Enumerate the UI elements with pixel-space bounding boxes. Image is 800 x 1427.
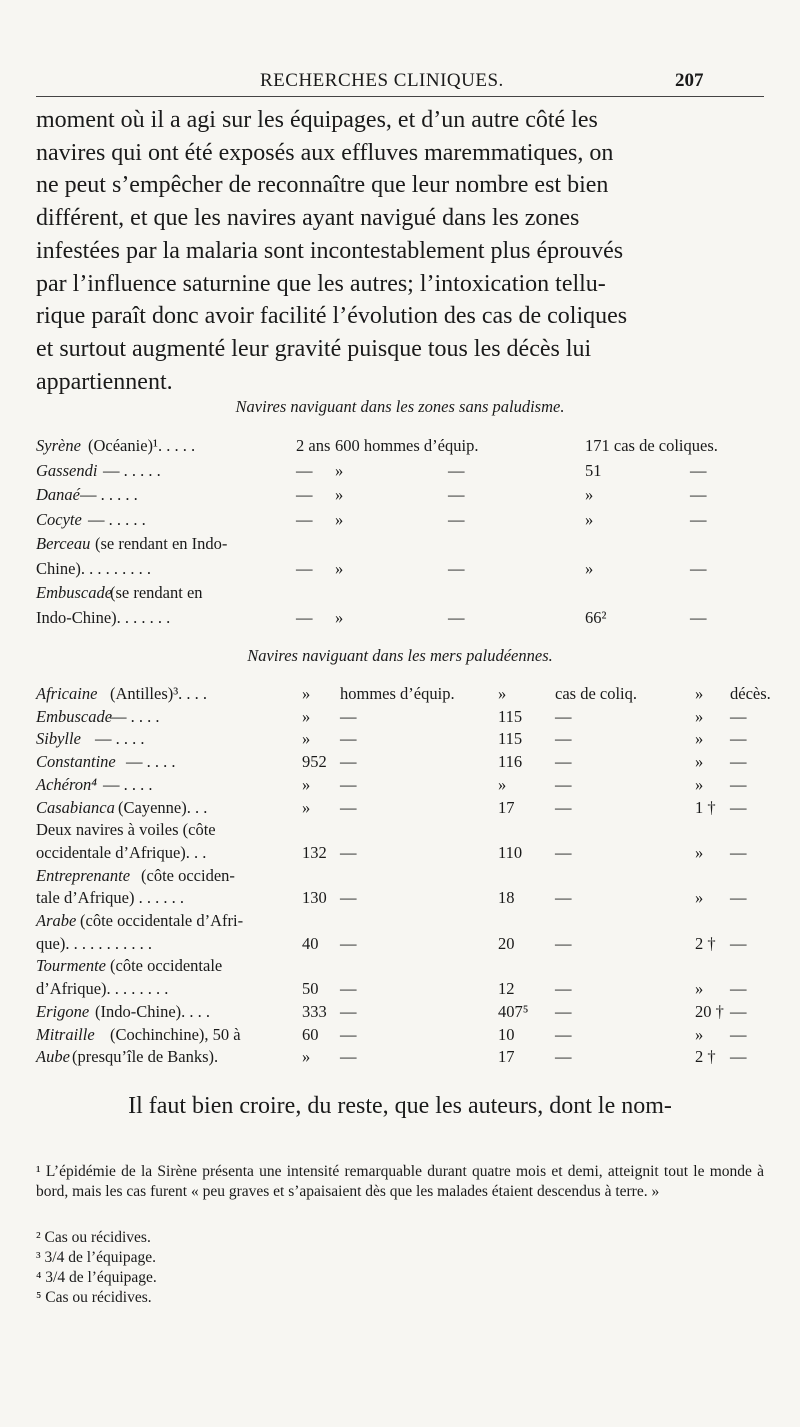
ship-detail: — . . . . .	[103, 460, 161, 480]
table-row	[0, 843, 800, 865]
table-row	[0, 436, 800, 458]
cases-unit-cell: —	[555, 842, 572, 862]
crew-cell: 952	[302, 752, 327, 772]
cases-unit-cell: —	[555, 774, 572, 794]
cases-unit-cell: —	[555, 1001, 572, 1021]
crew-unit-cell: —	[340, 888, 357, 908]
table-row	[0, 1002, 800, 1024]
text-line: ne peut s’empêcher de reconnaître que leur nombre est bien	[36, 172, 609, 199]
ship-detail: — . . . . .	[80, 485, 138, 504]
crew-unit-cell: —	[448, 558, 465, 578]
crew-unit-cell: —	[340, 706, 357, 726]
duration-cell: —	[296, 485, 313, 504]
ship-detail: tale d’Afrique) . . . . . .	[36, 888, 184, 908]
text-line: infestées par la malaria sont incontestablement plus éprouvés	[36, 237, 624, 264]
text-line: rique paraît donc avoir facilité l’évolution des cas de coliques	[36, 303, 628, 330]
running-header	[0, 66, 800, 98]
crew-cell: »	[335, 509, 344, 529]
table-row	[0, 485, 800, 507]
table-row	[0, 608, 800, 630]
deaths-unit-cell: —	[730, 933, 747, 953]
table-row	[0, 752, 800, 774]
crew-cell: »	[302, 684, 311, 703]
ship-name: Casabianca	[36, 797, 115, 817]
table-row	[0, 911, 800, 933]
ship-detail: Chine). . . . . . . . .	[36, 558, 152, 578]
deaths-unit-cell: —	[730, 1001, 747, 1021]
deaths-unit-cell: —	[730, 752, 747, 772]
ship-name: Danaé	[36, 485, 80, 504]
duration-cell: —	[296, 558, 313, 578]
footnote-4: ⁴ 3/4 de l’équipage.	[36, 1269, 157, 1286]
crew-cell: »	[335, 460, 344, 480]
duration-cell: —	[296, 607, 313, 627]
cases-cell: 18	[498, 888, 515, 908]
cases-unit-cell: —	[690, 558, 707, 578]
text-line: différent, et que les navires ayant navigué dans les zones	[36, 205, 580, 232]
ship-detail: (Antilles)³. . . .	[110, 684, 208, 703]
deaths-cell: »	[695, 1024, 704, 1044]
cases-cell: 115	[498, 706, 523, 726]
ship-detail: (côte occiden-	[141, 865, 235, 885]
cases-unit-cell: —	[555, 706, 572, 726]
ship-detail: (Cochinchine), 50 à	[110, 1024, 241, 1044]
deaths-unit-cell: —	[730, 979, 747, 999]
deaths-unit-cell: —	[730, 888, 747, 908]
table-row	[0, 798, 800, 820]
table-row	[0, 1025, 800, 1047]
cases-unit-cell: —	[555, 933, 572, 953]
table-row	[0, 866, 800, 888]
crew-cell: »	[302, 1047, 311, 1067]
ship-name: Constantine	[36, 752, 116, 772]
text-line: Il faut bien croire, du reste, que les auteurs, dont le nom-	[128, 1093, 672, 1119]
text-line: moment où il a agi sur les équipages, et d’un autre côté les	[36, 107, 598, 133]
footnote-2: ² Cas ou récidives.	[36, 1229, 151, 1246]
cases-unit-cell: —	[555, 729, 572, 749]
cases-unit-cell: —	[555, 888, 572, 908]
cases-cell: »	[498, 774, 507, 794]
cases-cell: 66²	[585, 607, 607, 627]
intro-paragraph	[36, 104, 764, 398]
cases-unit-cell: —	[555, 752, 572, 772]
deaths-cell: »	[695, 729, 704, 749]
deaths-cell: 20 †	[695, 1001, 724, 1021]
deaths-unit-cell: —	[730, 1047, 747, 1067]
ship-name: Tourmente	[36, 956, 106, 976]
crew-cell: 50	[302, 979, 319, 999]
ship-name: Africaine	[36, 684, 98, 703]
ship-name: Cocyte	[36, 509, 82, 529]
duration-cell: —	[296, 460, 313, 480]
crew-cell: 333	[302, 1001, 327, 1021]
ship-name: Embuscade	[36, 706, 113, 726]
cases-unit-cell: —	[555, 1047, 572, 1067]
ship-detail: (se rendant en Indo-	[95, 534, 228, 553]
cases-cell: 20	[498, 933, 515, 953]
crew-cell: »	[302, 774, 311, 794]
crew-cell: 132	[302, 842, 327, 862]
crew-unit-cell: —	[340, 729, 357, 749]
duration-cell: —	[296, 509, 313, 529]
cases-unit-cell: —	[690, 485, 707, 504]
deaths-unit-cell: décès.	[730, 684, 771, 703]
header-rule	[36, 96, 764, 97]
ship-detail: d’Afrique). . . . . . . .	[36, 979, 169, 999]
ship-detail: que). . . . . . . . . . .	[36, 933, 152, 953]
ship-detail: (côte occidentale	[110, 956, 223, 976]
table-row	[0, 820, 800, 842]
deaths-cell: »	[695, 888, 704, 908]
table2-heading: Navires naviguant dans les mers paludéennes.	[247, 646, 553, 665]
deaths-cell: »	[695, 752, 704, 772]
text-line: par l’influence saturnine que les autres; l’intoxication tellu-	[36, 270, 606, 297]
crew-cell: 40	[302, 933, 319, 953]
cases-cell: 116	[498, 752, 523, 772]
deaths-unit-cell: —	[730, 1024, 747, 1044]
crew-cell: »	[302, 797, 311, 817]
cases-unit-cell: —	[690, 460, 707, 480]
table-row	[0, 1047, 800, 1069]
ship-name: Embuscade	[36, 583, 113, 602]
crew-unit-cell: —	[340, 774, 357, 794]
crew-unit-cell: —	[340, 933, 357, 953]
table-row	[0, 775, 800, 797]
cases-cell: 10	[498, 1024, 515, 1044]
crew-cell: 600 hommes d’équip.	[335, 436, 479, 455]
crew-unit-cell: —	[340, 1001, 357, 1021]
deaths-cell: »	[695, 706, 704, 726]
deaths-cell: 2 †	[695, 933, 716, 953]
cases-cell: »	[585, 485, 594, 504]
ship-name: Aube	[36, 1047, 70, 1067]
table-row	[0, 583, 800, 605]
crew-cell: »	[335, 558, 344, 578]
ship-name: Gassendi	[36, 460, 98, 480]
ship-detail: (Cayenne). . .	[118, 797, 208, 817]
cases-cell: 17	[498, 797, 515, 817]
table-row	[0, 888, 800, 910]
ship-detail: occidentale d’Afrique). . .	[36, 842, 207, 862]
crew-unit-cell: —	[340, 752, 357, 772]
ship-detail: (côte occidentale d’Afri-	[80, 911, 244, 930]
ship-detail: Deux navires à voiles (côte	[36, 820, 216, 840]
cases-cell: 171 cas de coliques.	[585, 436, 718, 455]
table-row	[0, 684, 800, 706]
ship-detail: (Indo-Chine). . . .	[95, 1001, 211, 1021]
crew-unit-cell: —	[340, 1047, 357, 1067]
table-row	[0, 979, 800, 1001]
table-row	[0, 956, 800, 978]
ship-name: Mitraille	[36, 1024, 95, 1044]
deaths-cell: 2 †	[695, 1047, 716, 1067]
table-row	[0, 934, 800, 956]
deaths-unit-cell: —	[730, 706, 747, 726]
ship-detail: Indo-Chine). . . . . . .	[36, 607, 171, 627]
crew-cell: »	[302, 729, 311, 749]
crew-unit-cell: —	[448, 607, 465, 627]
ship-detail: — . . . .	[126, 752, 176, 772]
table-row	[0, 461, 800, 483]
crew-cell: »	[302, 706, 311, 726]
table-row	[0, 534, 800, 556]
table-row	[0, 729, 800, 751]
ship-name: Sibylle	[36, 729, 81, 749]
table-row	[0, 707, 800, 729]
text-line: et surtout augmenté leur gravité puisque tous les décès lui	[36, 335, 592, 362]
deaths-cell: »	[695, 842, 704, 862]
cases-cell: 17	[498, 1047, 515, 1067]
ship-detail: — . . . .	[103, 774, 153, 794]
cases-cell: »	[585, 509, 594, 529]
footnote-3: ³ 3/4 de l’équipage.	[36, 1249, 156, 1266]
cases-cell: »	[498, 684, 507, 703]
ship-name: Achéron⁴	[36, 774, 98, 794]
table1-heading: Navires naviguant dans les zones sans paludisme.	[235, 397, 565, 416]
ship-detail: (presqu’île de Banks).	[72, 1047, 219, 1067]
deaths-unit-cell: —	[730, 774, 747, 794]
deaths-cell: »	[695, 979, 704, 999]
ship-detail: — . . . . .	[88, 509, 146, 529]
crew-unit-cell: —	[448, 509, 465, 529]
deaths-cell: »	[695, 684, 704, 703]
crew-unit-cell: —	[340, 1024, 357, 1044]
crew-cell: »	[335, 485, 344, 504]
cases-cell: 51	[585, 460, 602, 480]
deaths-cell: 1 †	[695, 797, 716, 817]
crew-cell: »	[335, 607, 344, 627]
cases-cell: 115	[498, 729, 523, 749]
crew-unit-cell: —	[340, 842, 357, 862]
footnote-5: ⁵ Cas ou récidives.	[36, 1289, 152, 1306]
cases-unit-cell: cas de coliq.	[555, 684, 638, 703]
cases-cell: 110	[498, 842, 523, 862]
cases-cell: »	[585, 558, 594, 578]
closing-paragraph	[36, 1090, 764, 1123]
crew-unit-cell: —	[448, 485, 465, 504]
crew-unit-cell: hommes d’équip.	[340, 684, 455, 703]
crew-cell: 60	[302, 1024, 319, 1044]
footnote-1: ¹ L’épidémie de la Sirène présenta une intensité remarquable durant quatre mois et demi, atteignit tout le monde à bord, mais les cas furent « peu graves et s’apaisaient dès que les malades étaient descendus à terre. »	[36, 1163, 764, 1200]
ship-detail: — . . . .	[110, 706, 160, 726]
deaths-unit-cell: —	[730, 729, 747, 749]
deaths-unit-cell: —	[730, 842, 747, 862]
page-number: 207	[675, 70, 704, 91]
cases-unit-cell: —	[690, 607, 707, 627]
duration-cell: 2 ans	[296, 436, 331, 455]
deaths-cell: »	[695, 774, 704, 794]
cases-cell: 407⁵	[498, 1001, 529, 1021]
cases-unit-cell: —	[690, 509, 707, 529]
ship-name: Berceau	[36, 534, 91, 553]
crew-unit-cell: —	[340, 797, 357, 817]
deaths-unit-cell: —	[730, 797, 747, 817]
ship-name: Entreprenante	[36, 865, 131, 885]
text-line: appartiennent.	[36, 368, 173, 395]
ship-name: Erigone	[36, 1001, 90, 1021]
crew-unit-cell: —	[340, 979, 357, 999]
cases-cell: 12	[498, 979, 515, 999]
crew-cell: 130	[302, 888, 327, 908]
crew-unit-cell: —	[448, 460, 465, 480]
ship-detail: — . . . .	[95, 729, 145, 749]
ship-name: Arabe	[36, 911, 77, 930]
running-title: RECHERCHES CLINIQUES.	[260, 70, 504, 91]
table-row	[0, 510, 800, 532]
ship-detail: (Océanie)¹. . . . .	[88, 436, 196, 455]
text-line: navires qui ont été exposés aux effluves maremmatiques, on	[36, 139, 614, 166]
ship-detail: (se rendant en	[110, 583, 203, 602]
ship-name: Syrène	[36, 436, 81, 455]
table-row	[0, 559, 800, 581]
cases-unit-cell: —	[555, 797, 572, 817]
cases-unit-cell: —	[555, 1024, 572, 1044]
cases-unit-cell: —	[555, 979, 572, 999]
